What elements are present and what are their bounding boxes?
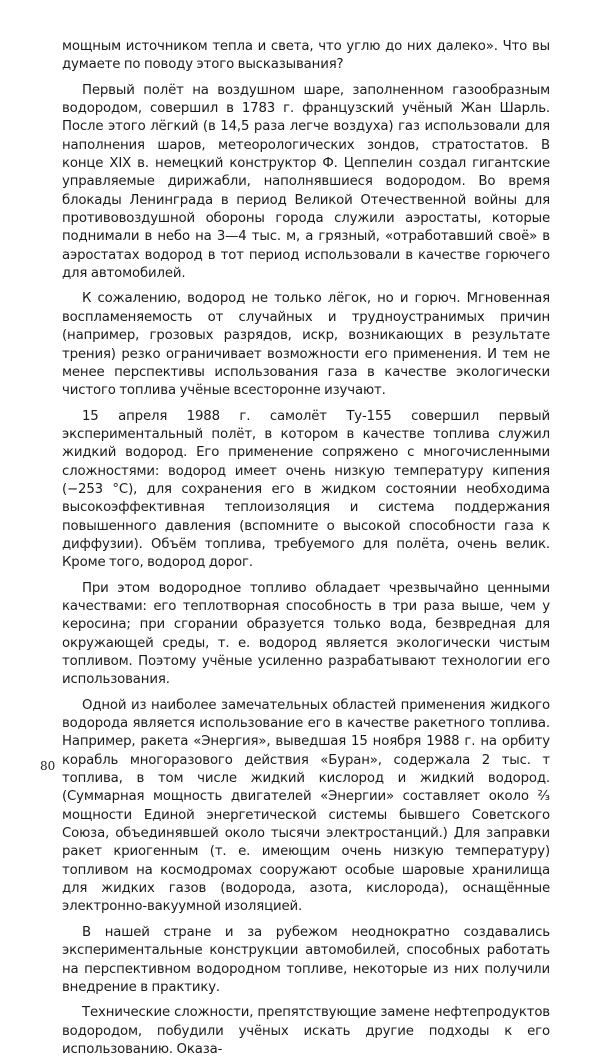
paragraph-continuation: мощным источником тепла и света, что углю до них далеко». Что вы думаете по поводу этого высказывания? (62, 39, 550, 73)
paragraph-tu155-flight: 15 апреля 1988 г. самолёт Ту-155 совершил первый экспериментальный полёт, в котором в качестве топлива служил жидкий водород. Его применение сопряжено с многочисленными сложностями: водород имеет очень низкую температуру кипения (−253 °C), для сохранения его в жидком состоянии необходима высокоэффективная теплоизоляция и система поддержания повышенного давления (вспомните о высокой способности газа к диффузии). Объём топлива, требуемого для полёта, очень велик. Кроме того, водород дорог. (62, 408, 550, 571)
paragraph-rocket-fuel: Одной из наиболее замечательных областей применения жидкого водорода является использование его в качестве ракетного топлива. Например, ракета «Энергия», выведшая 15 ноября 1988 г. на орбиту корабль многоразового действия «Буран», содержала 2 тыс. т топлива, в том числе жидкий кислород и жидкий водород. (Суммарная мощность двигателей «Энергии» составляет около ²⁄₃ мощности Единой энергетической системы бывшего Советского Союза, объединявшей около тысячи электростанций.) Для заправки ракет криогенным (т. е. имеющим очень низкую температуру) топливом на космодромах сооружают особые шаровые хранилища для жидких газов (водорода, азота, кислорода), оснащённые электронно-вакуумной изоляцией. (62, 697, 550, 915)
page-number: 80 (40, 759, 56, 773)
paragraph-technical-difficulties: Технические сложности, препятствующие замене нефтепродуктов водородом, побудили учёных искать другие подходы к его использованию. Оказа- (62, 1005, 550, 1057)
paragraph-fuel-qualities: При этом водородное топливо обладает чрезвычайно ценными качествами: его теплотворная способность в три раза выше, чем у керосина; при сгорании образуется только вода, безвредная для окружающей среды, т. е. водород является экологически чистым топливом. Поэтому учёные усиленно разрабатывают технологии его использования. (62, 580, 550, 688)
paragraph-hydrogen-balloons: Первый полёт на воздушном шаре, заполненном газообразным водородом, совершил в 1783 г. французский учёный Жан Шарль. После этого лёгкий (в 14,5 раза легче воздуха) газ использовали для наполнения шаров, метеорологических зондов, стратостатов. В конце XIX в. немецкий конструктор Ф. Цеппелин создал гигантские управляемые дирижабли, наполнявшиеся водородом. Во время блокады Ленинграда в период Великой Отечественной войны для противовоздушной обороны города служили аэростаты, которые поднимали в небо на 3—4 тыс. м, а грязный, «отработавший своё» в аэростатах водород в тот период использовали в качестве горючего для автомобилей. (62, 82, 550, 282)
paragraph-hydrogen-cars: В нашей стране и за рубежом неоднократно создавались экспериментальные конструкции автомобилей, способных работать на перспективном водородном топливе, некоторые из них получили внедрение в практику. (62, 924, 550, 995)
paragraph-flammability: К сожалению, водород не только лёгок, но и горюч. Мгновенная воспламеняемость от случайных и трудноустранимых причин (например, грозовых разрядов, искр, возникающих в результате трения) резко ограничивает возможности его применения. И тем не менее перспективы использования газа в качестве экологически чистого топлива учёные всесторонне изучают. (62, 291, 550, 399)
